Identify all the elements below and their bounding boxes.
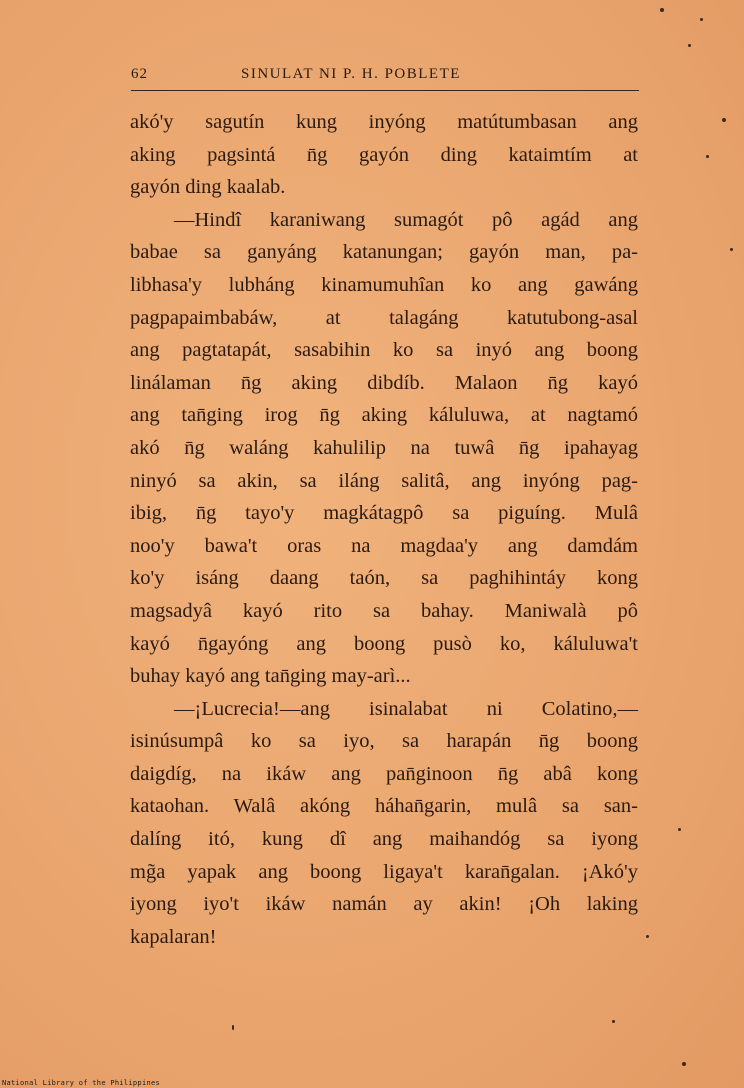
text-line: kapalaran! bbox=[130, 925, 217, 948]
text-line: —¡Lucrecia!—ang isinalabat ni Colatino,— bbox=[174, 697, 638, 720]
paper-speck bbox=[688, 44, 691, 47]
page-number: 62 bbox=[131, 66, 148, 82]
text-line: gayón ding kaalab. bbox=[130, 176, 286, 199]
paper-speck bbox=[730, 248, 733, 251]
body-text bbox=[130, 106, 638, 953]
text-line: magsadyâ kayó rito sa bahay. Maniwalà pô bbox=[130, 599, 638, 622]
text-line: daigdíg, na ikáw ang pan̄ginoon n̄g abâ kong bbox=[130, 762, 638, 785]
paper-speck bbox=[682, 1062, 686, 1066]
paper-speck bbox=[612, 1020, 615, 1023]
paper-speck bbox=[706, 155, 709, 158]
text-line: noo'y bawa't oras na magdaa'y ang damdám bbox=[130, 534, 638, 557]
text-line: ninyó sa akin, sa iláng salitâ, ang inyóng pag- bbox=[130, 469, 638, 492]
text-line: ibig, n̄g tayo'y magkátagpô sa piguíng. Mulâ bbox=[130, 502, 638, 525]
paper-speck bbox=[722, 118, 726, 122]
text-line: mg̃a yapak ang boong ligaya't karan̄galan. ¡Akó'y bbox=[130, 860, 638, 883]
text-line: libhasa'y lubháng kinamumuhîan ko ang gawáng bbox=[130, 273, 638, 296]
text-line: akó n̄g waláng kahulilip na tuwâ n̄g ipahayag bbox=[130, 436, 638, 459]
text-line: pagpapaimbabáw, at talagáng katutubong-asal bbox=[130, 306, 638, 329]
page-header bbox=[131, 64, 639, 91]
paper-speck bbox=[660, 8, 664, 12]
text-line: aking pagsintá n̄g gayón ding kataimtím at bbox=[130, 143, 638, 166]
text-line: linálaman n̄g aking dibdíb. Malaon n̄g kayó bbox=[130, 371, 638, 394]
text-line: ko'y isáng daang taón, sa paghihintáy kong bbox=[130, 567, 638, 590]
text-line: ang tan̄ging irog n̄g aking káluluwa, at nagtamó bbox=[130, 404, 638, 427]
text-line: kayó n̄gayóng ang boong pusò ko, káluluwa't bbox=[130, 632, 638, 655]
text-line: isinúsumpâ ko sa iyo, sa harapán n̄g boong bbox=[130, 730, 638, 753]
text-line: ang pagtatapát, sasabihin ko sa inyó ang boong bbox=[130, 339, 638, 362]
running-head: SINULAT NI P. H. POBLETE bbox=[241, 66, 461, 82]
text-line: iyong iyo't ikáw namán ay akin! ¡Oh laking bbox=[130, 893, 638, 916]
text-line: akó'y sagutín kung inyóng matútumbasan ang bbox=[130, 111, 638, 133]
paper-speck bbox=[232, 1025, 234, 1030]
paper-speck bbox=[700, 18, 703, 21]
text-line: —Hindî karaniwang sumagót pô agád ang bbox=[174, 208, 638, 231]
text-line: dalíng itó, kung dî ang maihandóg sa iyong bbox=[130, 828, 638, 851]
paper-speck bbox=[646, 935, 649, 938]
footer-credit: National Library of the Philippines bbox=[2, 1079, 161, 1087]
paper-speck bbox=[678, 828, 681, 831]
text-line: kataohan. Walâ akóng háhan̄garin, mulâ sa san- bbox=[130, 795, 638, 818]
text-line: buhay kayó ang tan̄ging may-arì... bbox=[130, 665, 411, 688]
text-line: babae sa ganyáng katanungan; gayón man, pa- bbox=[130, 241, 638, 264]
